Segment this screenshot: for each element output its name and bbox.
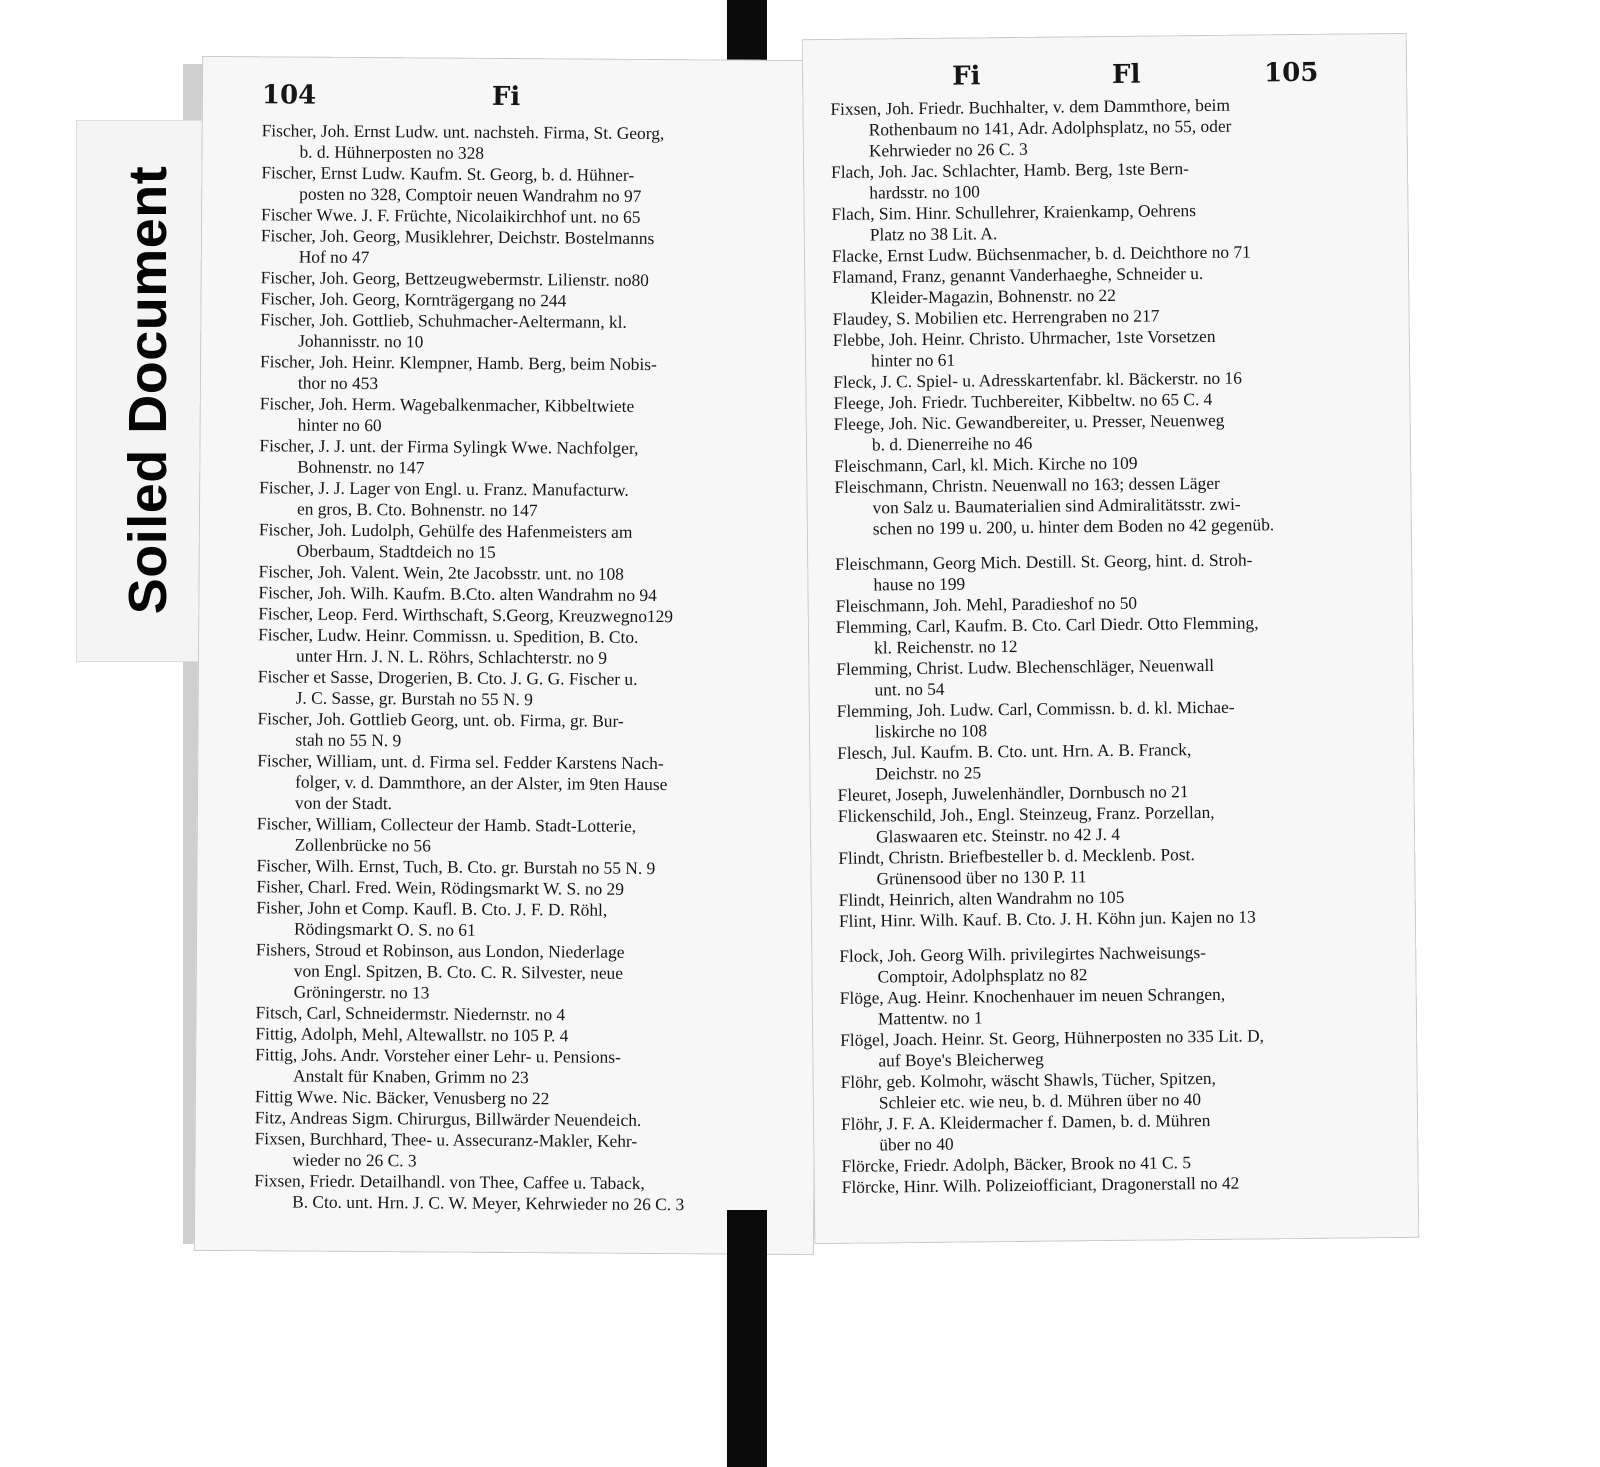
directory-entry	[257, 750, 777, 817]
left-page	[194, 56, 822, 1255]
entry-continuation-line: liskirche no 108	[874, 720, 988, 742]
entry-continuation-line: posten no 328, Comptoir neuen Wandrahm no 97	[299, 183, 642, 206]
directory-entry	[836, 653, 1362, 701]
entry-continuation-line: B. Cto. unt. Hrn. J. C. W. Meyer, Kehrwieder no 26 C. 3	[292, 1191, 685, 1215]
directory-entry	[831, 198, 1357, 246]
entry-line: Fischer, Joh. Ludolph, Gehülfe des Hafenmeisters am	[258, 519, 633, 542]
entry-continuation-line: Zollenbrücke no 56	[294, 834, 431, 856]
right-running-head-right: Fl	[1111, 59, 1141, 90]
soiled-document-label: Soiled Document	[118, 165, 178, 615]
entry-continuation-line: folger, v. d. Dammthore, an der Alster, im 9ten Hause	[295, 771, 668, 795]
entry-line: Fischer, Joh. Gottlieb, Schuhmacher-Aeltermann, kl.	[260, 309, 627, 332]
binding-strap-top	[727, 0, 767, 62]
directory-entry	[254, 1128, 774, 1174]
directory-entry	[258, 624, 778, 670]
left-page-number: 104	[261, 80, 317, 111]
entry-continuation-line: hinter no 60	[297, 414, 382, 436]
entry-line: Fleege, Joh. Friedr. Tuchbereiter, Kibbeltw. no 65 C. 4	[833, 388, 1213, 413]
entry-line: Fischer, Joh. Georg, Kornträgergang no 244	[260, 288, 567, 311]
entry-line: Fischer, Leop. Ferd. Wirthschaft, S.Georg, Kreuzwegno129	[258, 603, 674, 627]
entry-line: Flindt, Heinrich, alten Wandrahm no 105	[838, 886, 1125, 910]
directory-entry	[834, 408, 1360, 456]
entry-line: Fleischmann, Carl, kl. Mich. Kirche no 109	[834, 452, 1138, 476]
entry-continuation-line: b. d. Hühnerposten no 328	[299, 141, 485, 163]
entry-continuation-line: Hof no 47	[298, 246, 370, 268]
directory-entry	[833, 324, 1359, 372]
entry-continuation-line: von der Stadt.	[294, 792, 393, 814]
directory-entry	[830, 93, 1357, 162]
entry-line: Fisher, Charl. Fred. Wein, Rödingsmarkt W. S. no 29	[256, 876, 625, 899]
entry-line: Fitz, Andreas Sigm. Chirurgus, Billwärder Neuendeich.	[254, 1107, 642, 1130]
entry-continuation-line: Glaswaaren etc. Steinstr. no 42 J. 4	[875, 823, 1121, 847]
directory-entry	[256, 897, 776, 943]
entry-line: Flaudey, S. Mobilien etc. Herrengraben no 217	[832, 305, 1160, 329]
entry-line: Fishers, Stroud et Robinson, aus London, Niederlage	[255, 939, 625, 962]
entry-continuation-line: Schleier etc. wie neu, b. d. Mühren über no 40	[878, 1089, 1202, 1113]
entry-continuation-line: wieder no 26 C. 3	[292, 1149, 417, 1171]
directory-entry	[834, 471, 1361, 540]
directory-entry	[259, 477, 779, 523]
entry-continuation-line: hause no 199	[873, 573, 966, 595]
entry-line: Fischer, Ludw. Heinr. Commissn. u. Spedition, B. Cto.	[258, 624, 639, 647]
entry-line: Flörcke, Hinr. Wilh. Polizeiofficiant, Dragonerstall no 42	[841, 1172, 1240, 1197]
entry-continuation-line: Platz no 38 Lit. A.	[869, 223, 998, 245]
entry-continuation-line: Johannisstr. no 10	[298, 330, 424, 352]
entry-line: Fittig Wwe. Nic. Bäcker, Venusberg no 22	[254, 1086, 550, 1109]
directory-entry	[261, 162, 781, 208]
entry-line: Fleege, Joh. Nic. Gewandbereiter, u. Presser, Neuenweg	[833, 409, 1225, 434]
entry-line: Fischer, J. J. Lager von Engl. u. Franz. Manufacturw.	[259, 477, 629, 500]
entry-line: Fischer, Joh. Georg, Musiklehrer, Deichstr. Bostelmanns	[260, 225, 655, 249]
entry-continuation-line: Kehrwieder no 26 C. 3	[868, 138, 1028, 161]
entry-line: Flach, Sim. Hinr. Schullehrer, Kraienkamp, Oehrens	[831, 200, 1197, 224]
entry-continuation-line: Bohnenstr. no 147	[297, 456, 425, 478]
entry-continuation-line: kl. Reichenstr. no 12	[873, 635, 1018, 658]
directory-entry	[261, 120, 781, 166]
directory-entry	[259, 519, 779, 565]
directory-entry	[838, 842, 1364, 890]
entry-continuation-line: unt. no 54	[874, 678, 945, 700]
entry-line: Fleuret, Joseph, Juwelenhändler, Dornbusch no 21	[837, 781, 1189, 805]
entry-line: Flemming, Carl, Kaufm. B. Cto. Carl Diedr. Otto Flemming,	[835, 612, 1259, 637]
directory-entry	[842, 1171, 1368, 1198]
entry-line: Fischer, Joh. Georg, Bettzeugwebermstr. Lilienstr. no80	[260, 267, 649, 290]
directory-entry	[257, 813, 777, 859]
directory-entry	[838, 800, 1364, 848]
directory-entry	[258, 666, 778, 712]
directory-entry	[841, 1108, 1367, 1156]
directory-entry	[839, 940, 1365, 988]
entry-continuation-line: Deichstr. no 25	[875, 762, 982, 784]
entry-line: Flöhr, geb. Kolmohr, wäscht Shawls, Tücher, Spitzen,	[840, 1067, 1217, 1092]
entry-continuation-line: hardsstr. no 100	[869, 181, 981, 203]
right-page-number: 105	[1263, 57, 1319, 89]
entry-continuation-line: J. C. Sasse, gr. Burstah no 55 N. 9	[295, 687, 533, 710]
directory-entry	[836, 611, 1362, 659]
entry-continuation-line: hinter no 61	[870, 349, 956, 371]
entry-line: Fischer, William, Collecteur der Hamb. Stadt-Lotterie,	[256, 813, 637, 836]
entry-continuation-line: unter Hrn. J. N. L. Röhrs, Schlachterstr. no 9	[295, 645, 608, 668]
entry-continuation-line: Gröningerstr. no 13	[293, 981, 430, 1003]
entry-continuation-line: Grünensood über no 130 P. 11	[876, 866, 1087, 889]
entry-continuation-line: von Engl. Spitzen, B. Cto. C. R. Silvester, neue	[293, 960, 624, 983]
entry-line: Flesch, Jul. Kaufm. B. Cto. unt. Hrn. A. B. Franck,	[837, 739, 1192, 763]
entry-line: Flamand, Franz, genannt Vanderhaeghe, Schneider u.	[832, 263, 1204, 287]
directory-entry	[256, 939, 776, 1006]
directory-entry	[261, 225, 781, 271]
directory-entry	[260, 351, 780, 397]
entry-line: Fischer, J. J. unt. der Firma Sylingk Wwe. Nachfolger,	[259, 435, 639, 458]
entry-line: Fixsen, Burchhard, Thee- u. Assecuranz-Makler, Kehr-	[254, 1128, 638, 1151]
entry-line: Fleischmann, Christn. Neuenwall no 163; dessen Läger	[834, 472, 1220, 497]
entry-continuation-line: Mattentw. no 1	[877, 1007, 983, 1029]
directory-entry	[260, 309, 780, 355]
entry-continuation-line: Rödingsmarkt O. S. no 61	[294, 918, 476, 940]
directory-entry	[841, 1066, 1367, 1114]
entry-line: Flögel, Joach. Heinr. St. Georg, Hühnerposten no 335 Lit. D,	[840, 1025, 1265, 1050]
entry-continuation-line: b. d. Dienerreihe no 46	[871, 432, 1033, 455]
entry-line: Fischer Wwe. J. F. Früchte, Nicolaikirchhof unt. no 65	[261, 204, 641, 227]
entry-line: Fischer, Joh. Heinr. Klempner, Hamb. Berg, beim Nobis-	[259, 351, 657, 375]
entry-line: Fleischmann, Georg Mich. Destill. St. Georg, hint. d. Stroh-	[835, 549, 1253, 574]
entry-continuation-line: Rothenbaum no 141, Adr. Adolphsplatz, no 55, oder	[868, 115, 1232, 140]
entry-continuation-line: Kleider-Magazin, Bohnenstr. no 22	[870, 284, 1116, 308]
right-running-head-left: Fi	[951, 61, 981, 92]
entry-line: Fittig, Johs. Andr. Vorsteher einer Lehr- u. Pensions-	[255, 1044, 621, 1067]
directory-entry	[837, 695, 1363, 743]
entry-line: Flöhr, J. F. A. Kleidermacher f. Damen, b. d. Mühren	[840, 1109, 1211, 1134]
binding-strap-bottom	[727, 1210, 767, 1467]
entry-line: Flickenschild, Joh., Engl. Steinzeug, Franz. Porzellan,	[837, 801, 1215, 826]
right-page-header	[802, 33, 1408, 101]
entry-line: Flint, Hinr. Wilh. Kauf. B. Cto. J. H. Köhn jun. Kajen no 13	[838, 906, 1256, 931]
entry-continuation-line: Comptoir, Adolphsplatz no 82	[877, 964, 1088, 987]
directory-entry	[831, 156, 1357, 204]
entry-continuation-line: schen no 199 u. 200, u. hinter dem Boden no 42 gegenüb.	[872, 514, 1275, 539]
entry-line: Flach, Joh. Jac. Schlachter, Hamb. Berg, 1ste Bern-	[830, 158, 1190, 182]
entry-line: Fischer, Joh. Gottlieb Georg, unt. ob. Firma, gr. Bur-	[257, 708, 624, 731]
entry-line: Fischer, Joh. Valent. Wein, 2te Jacobsstr. unt. no 108	[258, 561, 624, 584]
left-entry-list	[254, 120, 782, 1216]
directory-entry	[259, 435, 779, 481]
entry-line: Fischer, Joh. Wilh. Kaufm. B.Cto. alten Wandrahm no 94	[258, 582, 657, 606]
directory-entry	[832, 261, 1358, 309]
entry-line: Flacke, Ernst Ludw. Büchsenmacher, b. d. Deichthore no 71	[831, 241, 1251, 266]
entry-line: Flemming, Christ. Ludw. Blechenschläger, Neuenwall	[836, 654, 1215, 679]
directory-entry	[260, 393, 780, 439]
directory-entry	[255, 1044, 775, 1090]
entry-line: Fitsch, Carl, Schneidermstr. Niedernstr. no 4	[255, 1002, 566, 1025]
entry-line: Flock, Joh. Georg Wilh. privilegirtes Nachweisungs-	[839, 942, 1207, 966]
left-running-head: Fi	[491, 81, 521, 113]
entry-line: Fittig, Adolph, Mehl, Altewallstr. no 105 P. 4	[255, 1023, 569, 1046]
entry-line: Fixsen, Joh. Friedr. Buchhalter, v. dem Dammthore, beim	[830, 94, 1231, 119]
entry-line: Fixsen, Friedr. Detailhandl. von Thee, Caffee u. Taback,	[254, 1170, 645, 1193]
entry-continuation-line: en gros, B. Cto. Bohnenstr. no 147	[296, 498, 538, 521]
entry-line: Fischer et Sasse, Drogerien, B. Cto. J. G. G. Fischer u.	[257, 666, 638, 689]
directory-entry	[837, 737, 1363, 785]
entry-continuation-line: von Salz u. Baumaterialien sind Admiralitätsstr. zwi-	[872, 493, 1241, 518]
left-page-header	[202, 56, 822, 122]
entry-continuation-line: thor no 453	[297, 372, 379, 394]
entry-line: Fleischmann, Joh. Mehl, Paradieshof no 50	[835, 592, 1138, 616]
entry-line: Fischer, William, unt. d. Firma sel. Fedder Karstens Nach-	[257, 750, 664, 774]
entry-line: Flörcke, Friedr. Adolph, Bäcker, Brook no 41 C. 5	[841, 1152, 1192, 1176]
entry-line: Fischer, Joh. Ernst Ludw. unt. nachsteh. Firma, St. Georg,	[261, 120, 665, 144]
entry-line: Fleck, J. C. Spiel- u. Adresskartenfabr. kl. Bäckerstr. no 16	[833, 367, 1243, 392]
entry-continuation-line: über no 40	[879, 1133, 954, 1155]
entry-line: Fischer, Wilh. Ernst, Tuch, B. Cto. gr. Burstah no 55 N. 9	[256, 855, 656, 879]
entry-line: Flebbe, Joh. Heinr. Christo. Uhrmacher, 1ste Vorsetzen	[832, 325, 1216, 350]
entry-line: Flindt, Christn. Briefbesteller b. d. Mecklenb. Post.	[838, 844, 1195, 868]
directory-entry	[254, 1170, 774, 1216]
directory-entry	[835, 548, 1361, 596]
directory-entry	[840, 1024, 1366, 1072]
entry-line: Flöge, Aug. Heinr. Knochenhauer im neuen Schrangen,	[839, 983, 1226, 1008]
entry-continuation-line: auf Boye's Bleicherweg	[878, 1048, 1044, 1071]
right-page	[802, 33, 1420, 1244]
entry-continuation-line: Anstalt für Knaben, Grimm no 23	[292, 1065, 529, 1088]
entry-line: Fischer, Joh. Herm. Wagebalkenmacher, Kibbeltwiete	[259, 393, 635, 416]
directory-entry	[840, 982, 1366, 1030]
entry-line: Flemming, Joh. Ludw. Carl, Commissn. b. d. kl. Michae-	[836, 696, 1235, 721]
entry-continuation-line: stah no 55 N. 9	[295, 729, 402, 751]
right-entry-list	[830, 93, 1367, 1197]
entry-continuation-line: Oberbaum, Stadtdeich no 15	[296, 540, 496, 562]
entry-line: Fischer, Ernst Ludw. Kaufm. St. Georg, b. d. Hühner-	[261, 162, 635, 185]
directory-entry	[257, 708, 777, 754]
entry-line: Fisher, John et Comp. Kaufl. B. Cto. J. F. D. Röhl,	[256, 897, 608, 920]
